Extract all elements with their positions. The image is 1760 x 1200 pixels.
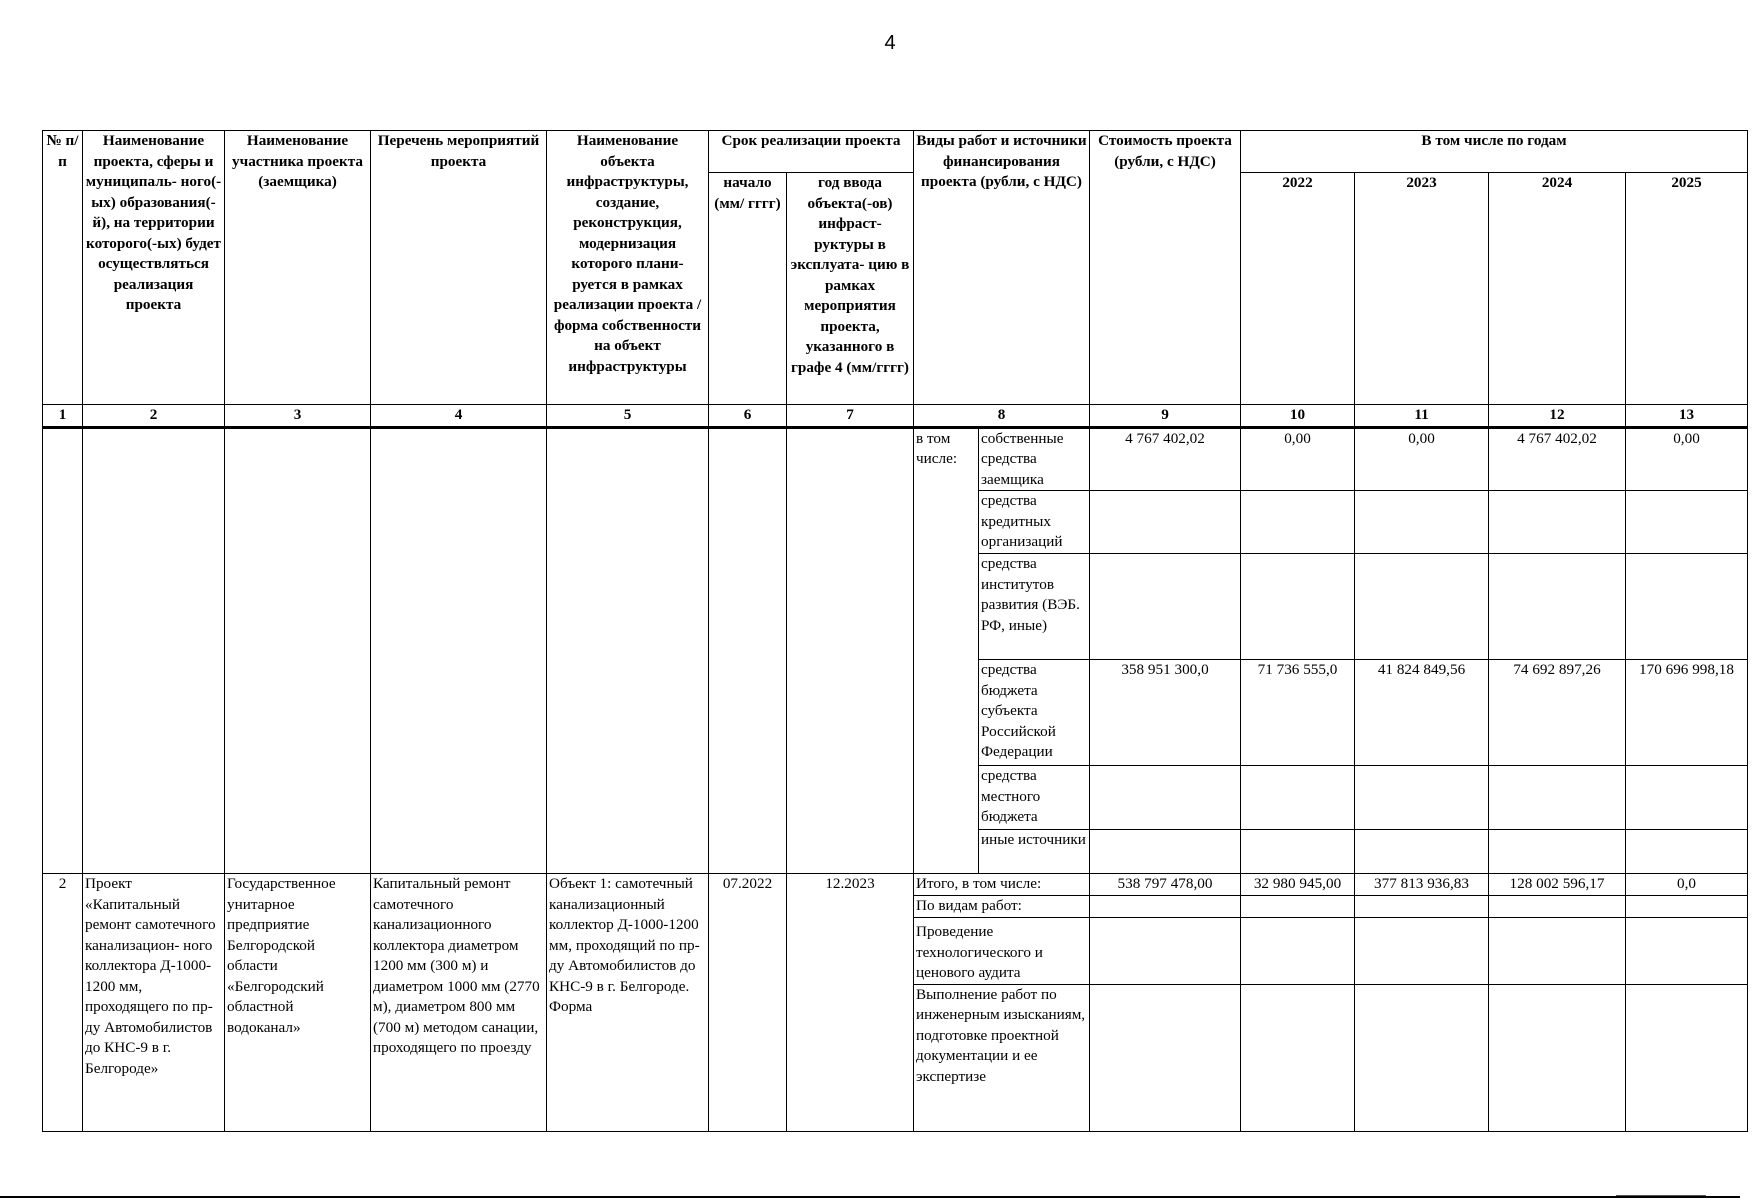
- header-year-2023: 2023: [1355, 173, 1489, 405]
- funding-2022: [1241, 766, 1355, 830]
- funding-2023: 41 824 849,56: [1355, 660, 1489, 766]
- work-type-label: По видам работ:: [914, 896, 1090, 918]
- funding-2025: [1626, 766, 1748, 830]
- column-number: 3: [225, 405, 371, 428]
- column-number: 7: [787, 405, 914, 428]
- header-period-group: Срок реализации проекта: [709, 131, 914, 173]
- continuation-blank-cell: [43, 427, 83, 874]
- continuation-blank-cell: [787, 427, 914, 874]
- project-total: 538 797 478,00: [1090, 874, 1241, 896]
- project-2023: [1355, 896, 1489, 918]
- funding-2022: [1241, 491, 1355, 554]
- page-bottom-rule: [0, 1196, 1740, 1198]
- column-number: 2: [83, 405, 225, 428]
- project-2024: 128 002 596,17: [1489, 874, 1626, 896]
- project-number: 2: [43, 874, 83, 1132]
- project-object: Объект 1: самотечный канализационный коллектор Д-1000-1200 мм, проходящий по пр-ду Автомобилистов до КНС-9 в г. Белгороде. Форма: [547, 874, 709, 1132]
- header-num: № п/п: [43, 131, 83, 405]
- funding-2024: [1489, 554, 1626, 660]
- funding-source: средства кредитных организаций: [979, 491, 1090, 554]
- funding-2023: [1355, 830, 1489, 874]
- header-activities: Перечень мероприятий проекта: [371, 131, 547, 405]
- header-infrastructure: Наименование объекта инфраструктуры, создание, реконструкция, модернизация которого плани- руется в рамках реализации проекта / форма собственности на объект инфраструктуры: [547, 131, 709, 405]
- column-number: 9: [1090, 405, 1241, 428]
- page-number: 4: [884, 32, 896, 54]
- funding-total: [1090, 554, 1241, 660]
- funding-2023: [1355, 766, 1489, 830]
- column-number: 11: [1355, 405, 1489, 428]
- project-2022: 32 980 945,00: [1241, 874, 1355, 896]
- funding-2022: [1241, 554, 1355, 660]
- funding-2023: [1355, 554, 1489, 660]
- funding-source: средства местного бюджета: [979, 766, 1090, 830]
- funding-2024: [1489, 491, 1626, 554]
- project-activities: Капитальный ремонт самотечного канализационного коллектора диаметром 1200 мм (300 м) и диаметром 1000 мм (2770 м), диаметром 800 мм (700 м) методом санации, проходящего по проезду: [371, 874, 547, 1132]
- project-2022: [1241, 896, 1355, 918]
- funding-2022: 0,00: [1241, 427, 1355, 491]
- project-2024: [1489, 896, 1626, 918]
- funding-source: средства бюджета субъекта Российской Федерации: [979, 660, 1090, 766]
- funding-2025: [1626, 554, 1748, 660]
- header-commission: год ввода объекта(-ов) инфраст- руктуры в эксплуата- цию в рамках мероприятия проекта, указанного в графе 4 (мм/гггг): [787, 173, 914, 405]
- funding-2023: 0,00: [1355, 427, 1489, 491]
- funding-2024: [1489, 766, 1626, 830]
- continuation-blank-cell: [371, 427, 547, 874]
- header-project-name: Наименование проекта, сферы и муниципаль- ного(-ых) образования(-й), на территории которого(-ых) будет осуществляться реализация проекта: [83, 131, 225, 405]
- project-participant: Государственное унитарное предприятие Белгородской области «Белгородский областной водоканал»: [225, 874, 371, 1132]
- work-type-label: Итого, в том числе:: [914, 874, 1090, 896]
- project-commission-date: 12.2023: [787, 874, 914, 1132]
- project-2023: 377 813 936,83: [1355, 874, 1489, 896]
- project-table: [42, 130, 1748, 1132]
- funding-source: иные источники: [979, 830, 1090, 874]
- header-year-2025: 2025: [1626, 173, 1748, 405]
- project-total: [1090, 896, 1241, 918]
- funding-source: средства институтов развития (ВЭБ. РФ, иные): [979, 554, 1090, 660]
- including-label: в том числе:: [914, 427, 979, 874]
- column-number: 6: [709, 405, 787, 428]
- project-2022: [1241, 918, 1355, 985]
- project-2022: [1241, 984, 1355, 1131]
- header-participant: Наименование участника проекта (заемщика): [225, 131, 371, 405]
- funding-2024: [1489, 830, 1626, 874]
- funding-2024: 4 767 402,02: [1489, 427, 1626, 491]
- funding-2025: 170 696 998,18: [1626, 660, 1748, 766]
- project-2025: 0,0: [1626, 874, 1748, 896]
- column-number: 13: [1626, 405, 1748, 428]
- funding-2023: [1355, 491, 1489, 554]
- header-cost: Стоимость проекта (рубли, с НДС): [1090, 131, 1241, 405]
- column-number: 12: [1489, 405, 1626, 428]
- continuation-blank-cell: [709, 427, 787, 874]
- funding-total: [1090, 830, 1241, 874]
- scan-mark: [1616, 1195, 1706, 1196]
- column-number: 10: [1241, 405, 1355, 428]
- funding-2022: [1241, 830, 1355, 874]
- continuation-blank-cell: [83, 427, 225, 874]
- project-total: [1090, 984, 1241, 1131]
- project-2025: [1626, 984, 1748, 1131]
- column-number: 4: [371, 405, 547, 428]
- project-2023: [1355, 984, 1489, 1131]
- project-2024: [1489, 984, 1626, 1131]
- project-2024: [1489, 918, 1626, 985]
- funding-2022: 71 736 555,0: [1241, 660, 1355, 766]
- funding-total: 4 767 402,02: [1090, 427, 1241, 491]
- funding-total: [1090, 491, 1241, 554]
- work-type-label: Проведение технологического и ценового аудита: [914, 918, 1090, 985]
- header-year-2024: 2024: [1489, 173, 1626, 405]
- funding-total: [1090, 766, 1241, 830]
- header-year-2022: 2022: [1241, 173, 1355, 405]
- project-2025: [1626, 896, 1748, 918]
- column-number: 1: [43, 405, 83, 428]
- project-2023: [1355, 918, 1489, 985]
- funding-2025: [1626, 830, 1748, 874]
- funding-total: 358 951 300,0: [1090, 660, 1241, 766]
- project-2025: [1626, 918, 1748, 985]
- column-number: 5: [547, 405, 709, 428]
- project-start-date: 07.2022: [709, 874, 787, 1132]
- continuation-blank-cell: [547, 427, 709, 874]
- column-number: 8: [914, 405, 1090, 428]
- header-work-types: Виды работ и источники финансирования проекта (рубли, с НДС): [914, 131, 1090, 405]
- continuation-blank-cell: [225, 427, 371, 874]
- funding-2024: 74 692 897,26: [1489, 660, 1626, 766]
- funding-source: собственные средства заемщика: [979, 427, 1090, 491]
- header-start: начало (мм/ гггг): [709, 173, 787, 405]
- funding-2025: 0,00: [1626, 427, 1748, 491]
- funding-2025: [1626, 491, 1748, 554]
- project-name: Проект «Капитальный ремонт самотечного канализацион- ного коллектора Д-1000-1200 мм, проходящего по пр-ду Автомобилистов до КНС-9 в г. Белгороде»: [83, 874, 225, 1132]
- project-total: [1090, 918, 1241, 985]
- work-type-label: Выполнение работ по инженерным изысканиям, подготовке проектной документации и ее экспертизе: [914, 984, 1090, 1131]
- header-years-group: В том числе по годам: [1241, 131, 1748, 173]
